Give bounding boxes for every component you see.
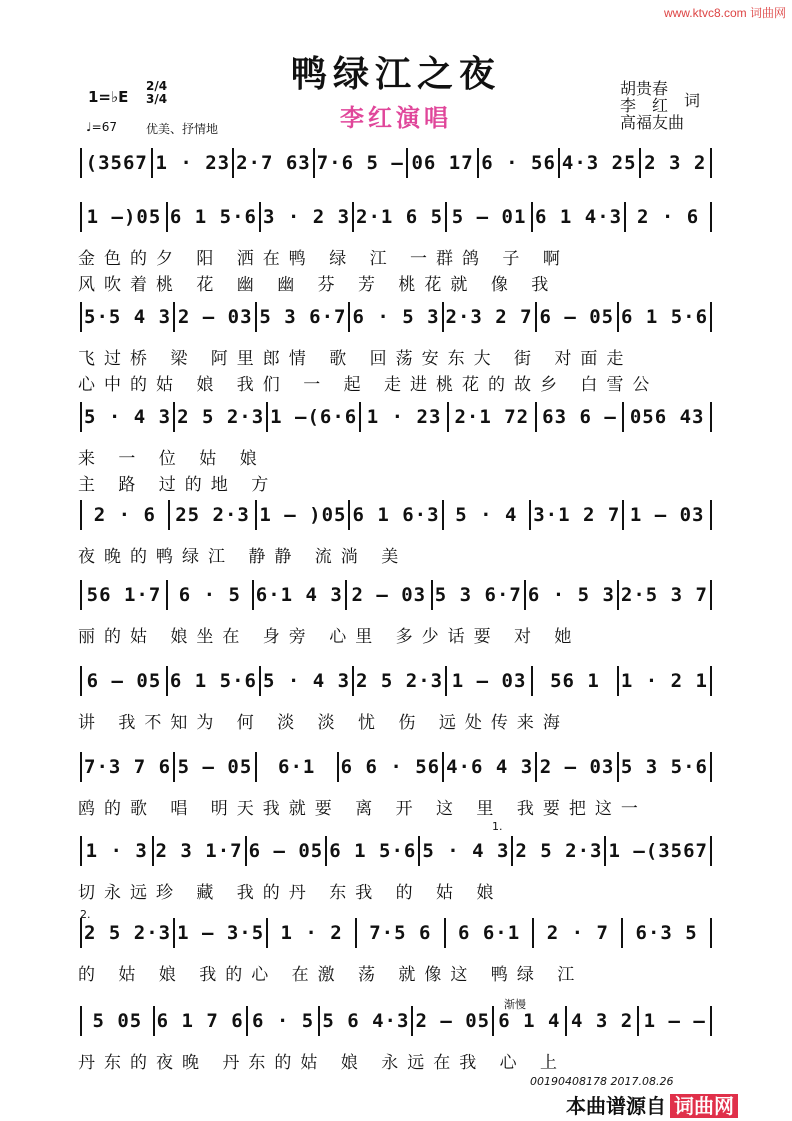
- measure: 6 · 5 3: [352, 306, 440, 328]
- measure: 6 6·1: [457, 922, 521, 944]
- measure: 1 –(6·6: [270, 406, 358, 428]
- barline: [477, 148, 479, 178]
- notation-line: [78, 302, 714, 332]
- barline: [255, 752, 257, 782]
- measure: 56 1·7: [86, 584, 162, 606]
- singer: 李红演唱: [340, 103, 452, 132]
- score-row: [78, 302, 714, 395]
- barline: [710, 500, 712, 530]
- barline: [710, 302, 712, 332]
- barline: [710, 836, 712, 866]
- barline: [80, 202, 82, 232]
- barline: [246, 1006, 248, 1036]
- barline: [710, 666, 712, 696]
- measure: 25 2·3: [175, 504, 250, 526]
- notation-line: [78, 752, 714, 782]
- barline: [345, 580, 347, 610]
- lyric-line: 飞过桥 梁 阿里郎情 歌 回荡安东大 街 对面走: [78, 349, 633, 369]
- measure: 5 3 6·7: [434, 584, 522, 606]
- barline: [558, 148, 560, 178]
- measure: 6 · 5 3: [527, 584, 615, 606]
- measure: 1 · 2 1: [620, 670, 708, 692]
- barline: [80, 302, 82, 332]
- barline: [80, 752, 82, 782]
- ritardando-mark: 渐慢: [504, 998, 526, 1011]
- barline: [80, 836, 82, 866]
- barline: [531, 202, 533, 232]
- barline: [531, 666, 533, 696]
- lyric-line: 鸥的歌 唱 明天我就要 离 开 这 里 我要把这一: [78, 799, 647, 819]
- measure: 63 6 –: [542, 406, 617, 428]
- barline: [442, 500, 444, 530]
- measure: 2 · 6: [93, 504, 156, 526]
- lyric-line: 丹东的夜晚 丹东的姑 娘 永远在我 心 上: [78, 1053, 567, 1073]
- measure: 7·5 6: [369, 922, 432, 944]
- notation-line: [78, 500, 714, 530]
- lyric-line: 切永远珍 藏 我的丹 东我 的 姑 娘: [78, 883, 503, 903]
- barline: [168, 500, 170, 530]
- barline: [80, 148, 82, 178]
- measure: 56 1: [550, 670, 600, 692]
- barline: [232, 148, 234, 178]
- measure: 1 · 3: [85, 840, 148, 862]
- measure: 6 1 4: [498, 1010, 561, 1032]
- measure: 5 · 4 3: [422, 840, 510, 862]
- barline: [152, 836, 154, 866]
- measure: 056 43: [629, 406, 705, 428]
- barline: [511, 836, 513, 866]
- footer-code: 00190408178 2017.08.26: [530, 1075, 674, 1088]
- barline: [710, 402, 712, 432]
- barline: [710, 148, 712, 178]
- measure: 2 – 03: [177, 306, 253, 328]
- measure: 6·1 4 3: [255, 584, 343, 606]
- score-row: [78, 148, 714, 208]
- barline: [444, 918, 446, 948]
- measure: 5·5 4 3: [84, 306, 172, 328]
- notation-line: [78, 1006, 714, 1036]
- lyric-line: 风吹着桃 花 幽 幽 芬 芳 桃花就 像 我: [78, 275, 558, 295]
- measure: 7·3 7 6: [84, 756, 172, 778]
- barline: [259, 202, 261, 232]
- barline: [535, 302, 537, 332]
- barline: [617, 580, 619, 610]
- barline: [255, 500, 257, 530]
- measure: 2 – 03: [351, 584, 427, 606]
- barline: [445, 202, 447, 232]
- measure: 2 5 2·3: [84, 922, 172, 944]
- barline: [348, 302, 350, 332]
- measure: 4 3 2: [570, 1010, 634, 1032]
- notation-line: [78, 580, 714, 610]
- lyric-line: 讲 我不知为 何 淡 淡 忧 伤 远处传来海: [78, 713, 569, 733]
- lyric-line: 来 一 位 姑 娘: [78, 449, 266, 469]
- notation-line: [78, 402, 714, 432]
- barline: [442, 752, 444, 782]
- barline: [622, 402, 624, 432]
- barline: [710, 202, 712, 232]
- barline: [442, 302, 444, 332]
- barline: [80, 918, 82, 948]
- measure: 5 · 4 3: [84, 406, 172, 428]
- barline: [565, 1006, 567, 1036]
- barline: [604, 836, 606, 866]
- barline: [617, 302, 619, 332]
- measure: 2·1 6 5: [356, 206, 444, 228]
- measure: 6 · 5: [178, 584, 241, 606]
- barline: [418, 836, 420, 866]
- measure: 1 –(3567: [608, 840, 708, 862]
- measure: 1 – 03: [629, 504, 705, 526]
- barline: [348, 500, 350, 530]
- measure: 2 3 2: [644, 152, 707, 174]
- measure: 6 1 5·6: [169, 670, 257, 692]
- measure: 2 · 6: [636, 206, 700, 228]
- lyric-line: 的 姑 娘 我的心 在激 荡 就像这 鸭绿 江: [78, 965, 584, 985]
- score-row: [78, 918, 714, 985]
- measure: 06 17: [411, 152, 474, 174]
- barline: [535, 402, 537, 432]
- lyric-line: 夜晚的鸭绿江 静静 流淌 美: [78, 547, 408, 567]
- measure: 5 – 01: [451, 206, 527, 228]
- score-row: [78, 202, 714, 295]
- score-row: [78, 752, 714, 819]
- measure: 6 1 5·6: [620, 306, 709, 328]
- measure: 6 1 5·6: [169, 206, 257, 228]
- barline: [166, 202, 168, 232]
- barline: [153, 1006, 155, 1036]
- tempo-mark: ♩=67: [86, 120, 117, 134]
- volta-1-mark: 1.: [492, 820, 503, 833]
- lyric-line: 丽的姑 娘坐在 身旁 心里 多少话要 对 她: [78, 627, 581, 647]
- barline: [313, 148, 315, 178]
- measure: 2 5 2·3: [177, 406, 265, 428]
- measure: 5 6 4·3: [322, 1010, 410, 1032]
- barline: [318, 1006, 320, 1036]
- measure: 4·3 25: [561, 152, 637, 174]
- score-row: [78, 402, 714, 495]
- barline: [445, 666, 447, 696]
- barline: [337, 752, 339, 782]
- barline: [173, 402, 175, 432]
- measure: 5 – 05: [177, 756, 253, 778]
- barline: [710, 580, 712, 610]
- barline: [710, 752, 712, 782]
- barline: [266, 402, 268, 432]
- measure: 6 · 5: [251, 1010, 315, 1032]
- barline: [80, 500, 82, 530]
- barline: [535, 752, 537, 782]
- measure: 2 · 7: [546, 922, 609, 944]
- measure: 6 · 56: [481, 152, 556, 174]
- volta-2-mark: 2.: [80, 908, 91, 921]
- measure: 2 – 03: [539, 756, 615, 778]
- watermark-top: www.ktvc8.com 词曲网: [663, 6, 786, 20]
- expression-mark: 优美、抒情地: [146, 122, 219, 136]
- barline: [639, 148, 641, 178]
- barline: [352, 666, 354, 696]
- barline: [529, 500, 531, 530]
- measure: 2·5 3 7: [620, 584, 708, 606]
- measure: 5 3 6·7: [259, 306, 347, 328]
- lyric-line: 心中的姑 娘 我们 一 起 走进桃花的故乡 白雪公: [78, 375, 659, 395]
- measure: (3567: [85, 152, 148, 174]
- barline: [532, 918, 534, 948]
- measure: 1 –)05: [86, 206, 162, 228]
- score-row: [78, 1006, 714, 1073]
- barline: [80, 402, 82, 432]
- measure: 5 3 5·6: [620, 756, 708, 778]
- measure: 6 1 6·3: [352, 504, 440, 526]
- notation-line: [78, 666, 714, 696]
- barline: [617, 666, 619, 696]
- barline: [411, 1006, 413, 1036]
- barline: [617, 752, 619, 782]
- barline: [492, 1006, 494, 1036]
- measure: 6 6 · 56: [340, 756, 441, 778]
- barline: [80, 580, 82, 610]
- score-row: [78, 580, 714, 647]
- measure: 2·1 72: [454, 406, 530, 428]
- barline: [245, 836, 247, 866]
- barline: [173, 302, 175, 332]
- barline: [710, 1006, 712, 1036]
- barline: [151, 148, 153, 178]
- barline: [80, 1006, 82, 1036]
- barline: [359, 402, 361, 432]
- measure: 5 · 4 3: [262, 670, 351, 692]
- barline: [80, 666, 82, 696]
- barline: [252, 580, 254, 610]
- measure: 2 5 2·3: [356, 670, 444, 692]
- score-row: [78, 500, 714, 567]
- measure: 6 1 4·3: [535, 206, 623, 228]
- barline: [406, 148, 408, 178]
- key-signature: 1=♭E: [88, 88, 129, 106]
- measure: 1 – –: [643, 1010, 706, 1032]
- measure: 5 05: [92, 1010, 143, 1032]
- barline: [355, 918, 357, 948]
- measure: 2·3 2 7: [445, 306, 533, 328]
- lyric-line: 主 路 过的地 方: [78, 475, 278, 495]
- measure: 2 5 2·3: [515, 840, 603, 862]
- barline: [524, 580, 526, 610]
- barline: [255, 302, 257, 332]
- barline: [266, 918, 268, 948]
- barline: [622, 500, 624, 530]
- measure: 1 · 23: [155, 152, 231, 174]
- measure: 6 1 5·6: [329, 840, 417, 862]
- barline: [431, 580, 433, 610]
- song-title: 鸭绿江之夜: [290, 53, 501, 95]
- measure: 6 1 7 6: [156, 1010, 244, 1032]
- barline: [173, 752, 175, 782]
- notation-line: [78, 148, 714, 178]
- score-row: [78, 836, 714, 903]
- notation-line: [78, 202, 714, 232]
- measure: 1 · 23: [366, 406, 442, 428]
- measure: 1 – 3·5: [177, 922, 265, 944]
- barline: [166, 666, 168, 696]
- barline: [621, 918, 623, 948]
- measure: 3·1 2 7: [533, 504, 621, 526]
- bottom-watermark: 本曲谱源自 词曲网: [566, 1090, 738, 1119]
- barline: [447, 402, 449, 432]
- time-signature: 2/4 3/4: [146, 79, 168, 106]
- barline: [710, 918, 712, 948]
- credits: 胡贵春 李 红 高福友曲 词: [620, 79, 701, 132]
- measure: 5 · 4: [455, 504, 518, 526]
- notation-line: [78, 836, 714, 866]
- measure: 6·1: [278, 756, 316, 778]
- measure: 6 – 05: [248, 840, 324, 862]
- measure: 2·7 63: [236, 152, 311, 174]
- measure: 7·6 5 –: [316, 152, 404, 174]
- measure: 1 – )05: [259, 504, 347, 526]
- lyric-line: 金色的夕 阳 洒在鸭 绿 江 一群鸽 子 啊: [78, 249, 569, 269]
- measure: 3 · 2 3: [262, 206, 351, 228]
- barline: [259, 666, 261, 696]
- score-row: [78, 666, 714, 733]
- measure: 6 – 05: [539, 306, 615, 328]
- notation-line: [78, 918, 714, 948]
- barline: [325, 836, 327, 866]
- measure: 1 · 2: [280, 922, 343, 944]
- measure: 1 – 03: [451, 670, 527, 692]
- barline: [352, 202, 354, 232]
- measure: 4·6 4 3: [446, 756, 534, 778]
- measure: 2 3 1·7: [155, 840, 243, 862]
- measure: 6·3 5: [635, 922, 698, 944]
- barline: [166, 580, 168, 610]
- measure: 6 – 05: [86, 670, 162, 692]
- measure: 2 – 05: [415, 1010, 491, 1032]
- barline: [637, 1006, 639, 1036]
- barline: [173, 918, 175, 948]
- barline: [624, 202, 626, 232]
